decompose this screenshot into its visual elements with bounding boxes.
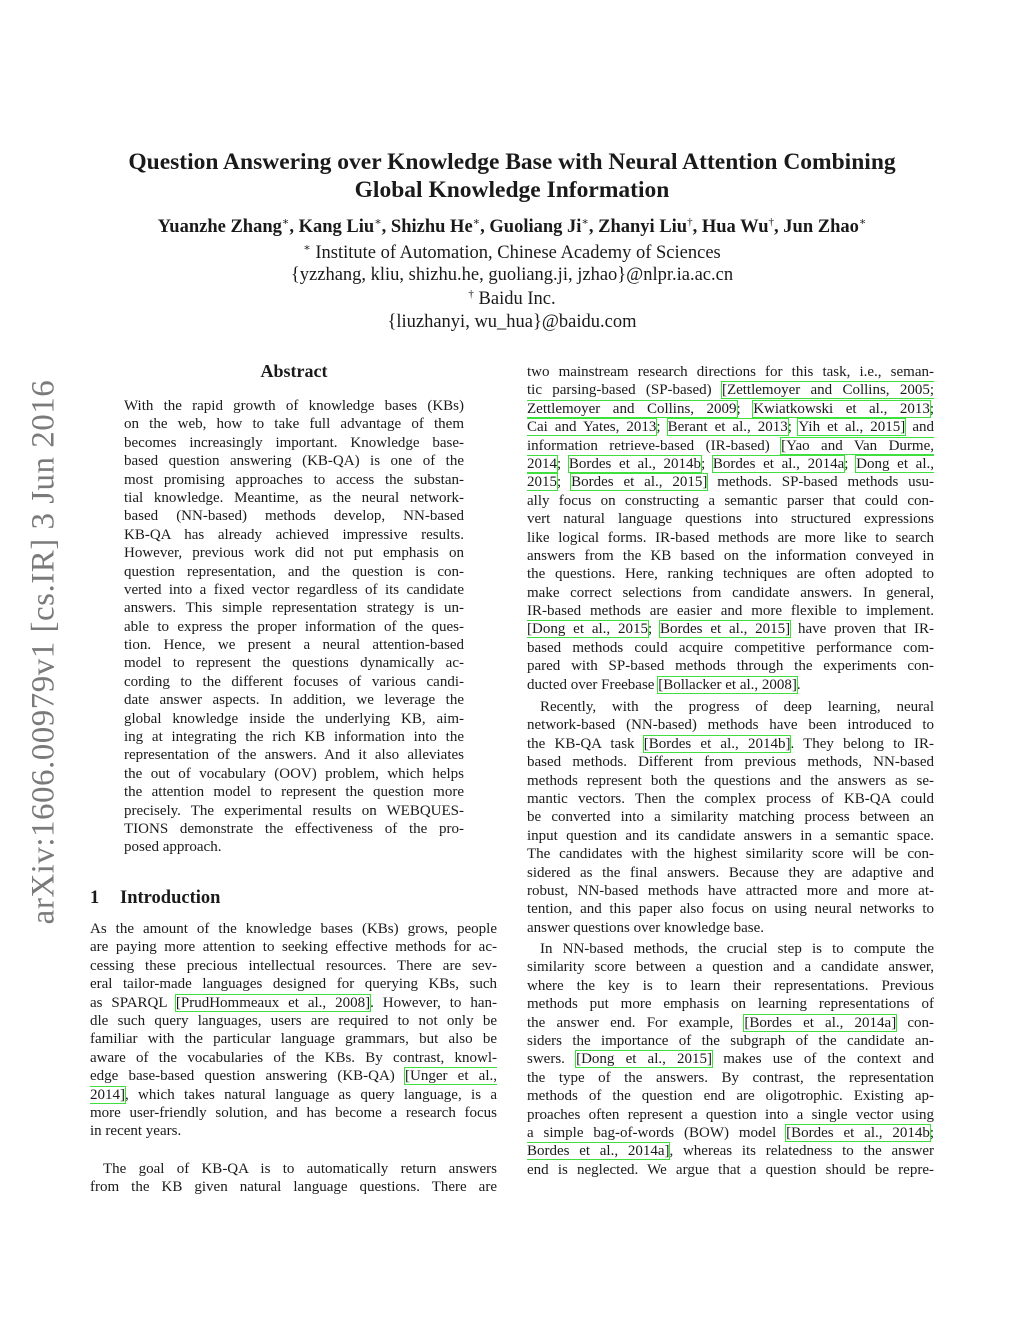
text-line: Zettlemoyer and Collins, 2009; Kwiatkowski et al., 2013; (527, 400, 934, 417)
text-line: the KB-QA task [Bordes et al., 2014b]. They belong to IR- (527, 735, 934, 752)
text-line: make correct selections from candidate answers. In general, (527, 584, 934, 601)
text-line: Recently, with the progress of deep learning, neural (540, 699, 934, 715)
abstract-line: global knowledge inside the underlying KB, aim- (124, 710, 464, 727)
author-name: Yuanzhe Zhang (157, 217, 282, 238)
author-affiliation-mark: ∗ (281, 216, 290, 228)
author-name: Kang Liu (298, 217, 375, 238)
abstract-body (124, 397, 464, 857)
citation-link[interactable]: Kwiatkowski et al., 2013 (753, 400, 930, 417)
citation-link[interactable]: 2014] (90, 1086, 125, 1103)
arxiv-identifier: arXiv:1606.00979v1 [cs.IR] 3 Jun 2016 (25, 379, 62, 925)
text-line: 2014; Bordes et al., 2014b; Bordes et al., 2014a; Dong et al., (527, 455, 934, 472)
citation-link[interactable]: [Yao and Van Durme, (781, 437, 934, 454)
title-line-1: Question Answering over Knowledge Base with Neural Attention Combining (128, 149, 896, 175)
right-column-paragraph-1 (527, 363, 934, 694)
abstract-line: most promising approaches to access the substan- (124, 471, 464, 488)
citation-link[interactable]: 2014 (527, 455, 557, 472)
author-name: Hua Wu (701, 217, 769, 238)
citation-link[interactable]: Cai and Yates, 2013 (527, 419, 657, 436)
text-line: In NN-based methods, the crucial step is to compute the (540, 941, 934, 957)
abstract-line: TIONS demonstrate the effectiveness of the pro- (124, 820, 464, 837)
abstract-line: However, previous work did not put emphasis on (124, 545, 464, 562)
text-line: a simple bag-of-words (BOW) model [Bordes et al., 2014b; (527, 1124, 934, 1141)
text-line: based methods could acquire competitive performance com- (527, 639, 934, 656)
citation-link[interactable]: Bordes et al., 2014b (568, 455, 702, 472)
abstract-line: answers. This simple representation strategy is un- (124, 600, 464, 617)
text-line: Cai and Yates, 2013; Berant et al., 2013; Yih et al., 2015] and (527, 419, 934, 436)
text-line: the answer end. For example, [Bordes et al., 2014a] con- (527, 1014, 934, 1031)
text-line: robust, NN-based methods have attracted more and more at- (527, 882, 934, 899)
abstract-heading: Abstract (260, 361, 328, 381)
author-affiliation-mark: † (687, 216, 693, 228)
text-line: input question and its candidate answers in a semantic space. (527, 827, 934, 844)
text-line: [Dong et al., 2015; Bordes et al., 2015] have proven that IR- (527, 621, 934, 638)
text-line: Bordes et al., 2014a], whereas its relatedness to the answer (527, 1143, 934, 1160)
text-line: ducted over Freebase [Bollacker et al., 2008]. (527, 676, 801, 693)
abstract-line: able to express the proper information of the ques- (124, 618, 464, 635)
citation-link[interactable]: [Dong et al., 2015 (527, 621, 648, 638)
abstract-line: based question answering (KB-QA) is one of the (124, 453, 464, 470)
citation-link[interactable]: Bordes et al., 2014a (712, 455, 845, 472)
text-line: 2015; Bordes et al., 2015] methods. SP-based methods usu- (527, 474, 934, 491)
abstract-line: date answer aspects. In addition, we leverage the (124, 692, 464, 709)
author-affiliation-mark: ∗ (581, 216, 589, 228)
citation-link[interactable]: Bordes et al., 2014a] (527, 1143, 670, 1160)
text-line: mantic vectors. Then the complex process of KB-QA could (527, 790, 934, 807)
text-line: dle such query languages, users are required to not only be (90, 1012, 497, 1029)
text-line: as SPARQL [PrudHommeaux et al., 2008]. However, to han- (90, 994, 497, 1011)
text-line: answer questions over knowledge base. (527, 919, 765, 936)
abstract-line: the out of vocabulary (OOV) problem, which helps (124, 765, 464, 782)
abstract-line: model to represent the questions dynamically ac- (124, 655, 464, 672)
text-line: like logical forms. IR-based methods are more like to search (527, 529, 934, 546)
abstract-line: With the rapid growth of knowledge bases (KBs) (124, 398, 464, 414)
abstract-line: on the web, how to take full advantage of them (124, 416, 464, 433)
abstract-line: precisely. The experimental results on WEBQUES- (124, 802, 464, 819)
right-column-paragraph-2 (527, 698, 934, 937)
text-line: more user-friendly solution, and has become a research focus (90, 1104, 497, 1121)
abstract-line: KB-QA has already achieved impressive results. (124, 526, 464, 543)
citation-link[interactable]: Zettlemoyer and Collins, 2009 (527, 400, 737, 417)
affiliation-2: † Baidu Inc. (468, 288, 556, 310)
citation-link[interactable]: Berant et al., 2013 (667, 419, 788, 436)
text-line: aware of the vocabularies of the KBs. By contrast, knowl- (90, 1049, 497, 1066)
abstract-line: cording to the different focuses of various candi- (124, 673, 464, 690)
abstract-line: tial knowledge. Meantime, as the neural network- (124, 489, 464, 506)
author-name: Guoliang Ji (489, 217, 582, 238)
right-column-paragraph-3 (527, 940, 934, 1179)
text-line: end is neglected. We argue that a question should be repre- (527, 1161, 934, 1178)
title-line-2: Global Knowledge Information (354, 177, 670, 203)
text-line: two mainstream research directions for this task, i.e., seman- (527, 364, 934, 380)
section-number: 1 (90, 888, 100, 908)
text-line: edge base-based question answering (KB-QA) [Unger et al., (90, 1068, 497, 1085)
section-heading-introduction (90, 888, 220, 909)
abstract-line: representation of the answers. And it also alleviates (124, 747, 464, 764)
section-title: Introduction (120, 888, 221, 908)
text-line: similarity score between a question and a candidate answer, (527, 959, 934, 976)
text-line: swers. [Dong et al., 2015] makes use of the context and (527, 1051, 934, 1068)
author-affiliation-mark: ∗ (374, 216, 382, 228)
abstract-line: ing at integrating the rich KB information into the (124, 729, 464, 746)
citation-link[interactable]: [Bordes et al., 2014a] (744, 1014, 897, 1031)
text-line: be converted into a similarity matching process between an (527, 809, 934, 826)
text-line: IR-based methods are easier and more flexible to implement. (527, 603, 934, 620)
text-line: The candidates with the highest similarity score will be con- (527, 846, 934, 863)
author-affiliation-mark: † (768, 216, 775, 228)
text-line: siders the importance of the subgraph of the candidate an- (527, 1032, 934, 1049)
abstract-line: tion. Hence, we present a neural attention-based (124, 637, 464, 654)
text-line: The goal of KB-QA is to automatically return answers (103, 1161, 497, 1177)
text-line: As the amount of the knowledge bases (KBs) grows, people (90, 921, 497, 937)
affiliation-1: ∗ Institute of Automation, Chinese Academy of Sciences (303, 242, 721, 264)
text-line: ally focus on constructing a semantic parser that could con- (527, 492, 934, 509)
text-line: sidered as the final answers. Because they are adaptive and (527, 864, 934, 881)
citation-link[interactable]: [Unger et al., (405, 1068, 497, 1085)
text-line: methods represent both the questions and the answers as se- (527, 772, 934, 789)
citation-link[interactable]: [Zettlemoyer and Collins, 2005; (721, 382, 934, 399)
left-column-paragraph-2 (90, 1160, 497, 1197)
text-line: answers from the KB based on the information conveyed in (527, 547, 934, 564)
citation-link[interactable]: [Dong et al., 2015] (576, 1051, 713, 1068)
text-line: network-based (NN-based) methods have been introduced to (527, 717, 934, 734)
text-line: methods of the question end are oligotrophic. Existing ap- (527, 1088, 934, 1105)
text-line: the type of the answers. By contrast, the representation (527, 1069, 934, 1086)
text-line: pared with SP-based methods through the experiments con- (527, 658, 934, 675)
author-affiliation-mark: ∗ (858, 216, 867, 228)
text-line: cessing these precious intellectual resources. There are sev- (90, 957, 497, 974)
text-line: eral tailor-made languages designed for querying KBs, such (90, 976, 497, 993)
abstract-line: question representation, and the question is con- (124, 563, 464, 580)
text-line: tic parsing-based (SP-based) [Zettlemoyer and Collins, 2005; (527, 382, 934, 399)
text-line: where the key is to learn their representations. Previous (527, 977, 934, 994)
text-line: the questions. Here, ranking techniques are often adopted to (527, 566, 934, 583)
text-line: 2014], which takes natural language as query language, is a (90, 1086, 497, 1103)
abstract-line: verted into a fixed vector regardless of its candidate (124, 581, 464, 598)
text-line: methods put more emphasis on learning representations of (527, 996, 934, 1013)
citation-link[interactable]: 2015 (527, 474, 557, 491)
author-name: Jun Zhao (783, 217, 859, 238)
text-line: tention, and this paper also focus on using neural networks to (527, 901, 934, 918)
citation-link[interactable]: [Bordes et al., 2014b] (643, 735, 791, 752)
text-line: based methods. Different from previous methods, NN-based (527, 754, 934, 771)
text-line: proaches often represent a question into a single vector using (527, 1106, 934, 1123)
email-list-2: {liuzhanyi, wu_hua}@baidu.com (387, 312, 637, 332)
author-list: Yuanzhe Zhang∗, Kang Liu∗, Shizhu He∗, Guoliang Ji∗, Zhanyi Liu†, Hua Wu†, Jun Zhao∗ (157, 216, 867, 238)
abstract-line: posed approach. (124, 839, 222, 856)
text-line: familiar with the particular language grammars, but also be (90, 1031, 497, 1048)
citation-link[interactable]: [PrudHommeaux et al., 2008] (175, 994, 371, 1011)
left-column-paragraph-1 (90, 920, 497, 1141)
author-affiliation-mark: ∗ (472, 216, 481, 228)
citation-link[interactable]: Bordes et al., 2015] (660, 621, 791, 638)
author-name: Shizhu He (390, 217, 473, 238)
citation-link[interactable]: Yih et al., 2015] (798, 419, 906, 436)
paper-title (100, 148, 924, 204)
email-list-1: {yzzhang, kliu, shizhu.he, guoliang.ji, jzhao}@nlpr.ia.ac.cn (290, 265, 734, 285)
citation-link[interactable]: Dong et al., (856, 455, 934, 472)
abstract-line: becomes increasingly important. Knowledge base- (124, 434, 464, 451)
citation-link[interactable]: [Bollacker et al., 2008] (658, 676, 797, 693)
abstract-line: the attention model to represent the question more (124, 784, 464, 801)
author-name: Zhanyi Liu (598, 217, 688, 238)
text-line: from the KB given natural language questions. There are (90, 1179, 497, 1196)
text-line: information retrieve-based (IR-based) [Yao and Van Durme, (527, 437, 934, 454)
text-line: are paying more attention to seeking effective methods for ac- (90, 939, 497, 956)
text-line: in recent years. (90, 1123, 182, 1140)
citation-link[interactable]: [Bordes et al., 2014b (786, 1124, 930, 1141)
citation-link[interactable]: Bordes et al., 2015] (571, 474, 708, 491)
text-line: vert natural language questions into structured expressions (527, 511, 934, 528)
abstract-line: based (NN-based) methods develop, NN-based (124, 508, 464, 525)
